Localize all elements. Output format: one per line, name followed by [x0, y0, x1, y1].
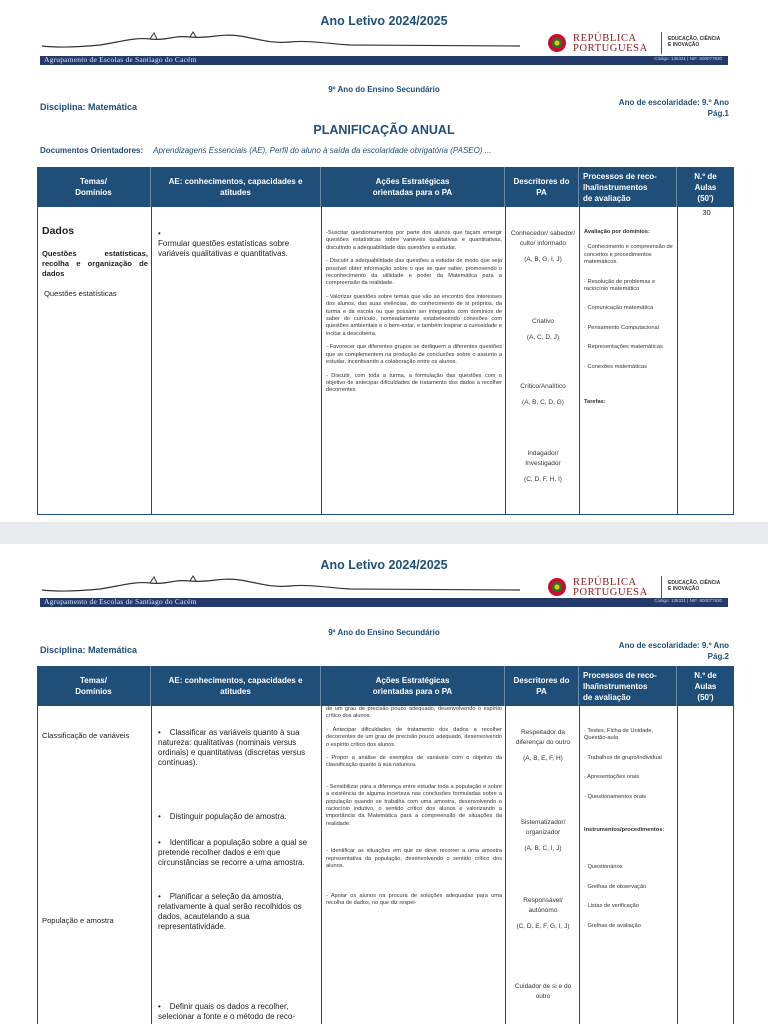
col-aulas: [678, 207, 735, 514]
processo-item: · Comunicação matemática: [584, 305, 654, 312]
educacao-logo: EDUCAÇÃO, CIÊNCIA E INOVAÇÃO: [668, 36, 721, 48]
ae-item: • Distinguir população de amostra.: [158, 812, 287, 821]
col-ae: [152, 207, 322, 514]
acao-item: - Apoiar os alunos na procura de soluções adequadas para uma recolha de dados, no que diz respei-: [326, 892, 502, 906]
col-processos: [580, 706, 678, 1024]
descritor-item: Criativo (A, C, D, J): [526, 318, 560, 341]
instrumentos-title: Instrumentos/procedimentos:: [584, 827, 665, 834]
portugal-emblem-icon: [547, 577, 567, 597]
disciplina: Disciplina: Matemática: [40, 645, 138, 655]
ano-letivo-title: Ano Letivo 2024/2025: [320, 558, 448, 572]
school-band: [40, 56, 728, 65]
descritor-item: Conhecedor/ sabedor/ culto/ informado (A, B, G, I, J): [510, 230, 576, 263]
logo-divider: [661, 32, 662, 54]
ae-item: • Classificar as variáveis quanto à sua natureza: qualitativas (nominais versus ordinais) e quantitativas (discretas versus contínuas).: [158, 728, 306, 767]
tarefas-label: Tarefas:: [584, 399, 606, 406]
avaliacao-title: Avaliação por domínios:: [584, 229, 650, 235]
th-ae: AE: conhecimentos, capacidades e atitudes: [151, 666, 321, 706]
tema-item: População e amostra: [42, 916, 114, 925]
descritor-item: Indagador/ Investigador (C, D, F, H, I): [524, 450, 562, 483]
ano-escolaridade: Ano de escolaridade: 9.º Ano Pág.1: [618, 98, 729, 118]
disciplina: Disciplina: Matemática: [40, 102, 138, 112]
instrumento-item: · Grelhas de observação: [584, 883, 647, 890]
ae-bullet: •: [158, 229, 161, 238]
republica-portuguesa-logo: REPÚBLICA PORTUGUESA: [573, 577, 648, 598]
processo-item: · Trabalhos de grupo/individual: [584, 754, 662, 761]
ae-item: • Identificar a população sobre a qual se pretende recolher dados e em que circunstâncias se recorre a uma amostra.: [158, 838, 308, 867]
descritor-item: Responsável/ autónomo (C, D, E, F, G, I, J): [516, 897, 570, 930]
ano-letivo-title: Ano Letivo 2024/2025: [320, 14, 448, 28]
documentos-orientadores: Documentos Orientadores: Aprendizagens Essenciais (AE), Perfil do aluno à saída da escolaridade obrigatória (PASEO) ...: [40, 146, 492, 155]
col-temas: [38, 706, 152, 1024]
acao-item: -Suscitar questionamentos por parte dos alunos que façam emergir questões estatísticas sobre variáveis qualitativas e quantitativas, discutindo a adequabilidade das questões a estudar.: [326, 230, 502, 251]
descritor-item: Respeitador da diferença/ do outro (A, B, E, F, H): [515, 729, 571, 762]
descritor-item: Cuidador de si e do outro: [514, 983, 572, 1000]
th-aulas: N.º de Aulas (50'): [694, 670, 717, 702]
acao-item: - Discutir, com toda a turma, a formulação das questões com o objetivo de antecipar dificuldades de tratamento dos dados a recolher decorrentes: [326, 372, 502, 394]
acao-item: - Antecipar dificuldades de tratamento dos dados a recolher decorrentes de um grau de precisão pouco adequado, desenvolvendo o espírito crítico dos alunos.: [326, 726, 502, 748]
tema-item: Questões estatísticas: [44, 289, 117, 298]
col-descritores: [506, 706, 580, 1024]
th-temas: Temas/ Domínios: [37, 666, 151, 706]
ae-item: • Definir quais os dados a recolher, selecionar a fonte e o método de reco-: [158, 1002, 295, 1021]
col-aulas: [678, 706, 735, 1024]
col-processos: [580, 207, 678, 514]
th-aulas: N.º de Aulas (50'): [694, 171, 717, 203]
plan-title: PLANIFICAÇÃO ANUAL: [313, 123, 455, 137]
page-number: Pág.1: [707, 109, 729, 118]
table-header: [37, 666, 734, 706]
descritor-item: Sistematizador/ organizador (A, B, C, I, J): [520, 819, 566, 852]
processo-item: · Conhecimento e compreensão de conceitos e procedimentos matemáticos.: [584, 244, 673, 266]
table-body: [37, 706, 734, 1024]
instrumento-item: · Grelhas de avaliação: [584, 922, 641, 929]
th-ae: AE: conhecimentos, capacidades e atitudes: [151, 167, 321, 207]
col-descritores: [506, 207, 580, 514]
processo-item: · Testes, Ficha de Unidade, Questão-aula: [584, 728, 654, 742]
portugal-emblem-icon: [547, 33, 567, 53]
table-body: [37, 207, 734, 515]
acao-item: - Identificar as situações em que se deve recorrer a uma amostra representativa da população, desenvolvendo o sentido crítico dos alunos.: [326, 848, 502, 870]
th-acoes: Ações Estratégicas orientadas para o PA: [321, 167, 505, 207]
col-temas: [38, 207, 152, 514]
tema-title: Dados: [42, 225, 75, 237]
educacao-logo: EDUCAÇÃO, CIÊNCIA E INOVAÇÃO: [668, 580, 721, 592]
col-acoes: [322, 706, 506, 1024]
processo-item: · Conexões matemáticas: [584, 363, 647, 370]
codigo-text: Código: 135331 | NIF: 600077930: [654, 56, 722, 61]
agrupamento-name: Agrupamento de Escolas de Santiago do Cacém: [44, 597, 197, 606]
th-processos: Processos de reco- lha/instrumentos de avaliação: [579, 167, 677, 207]
th-processos: Processos de reco- lha/instrumentos de avaliação: [579, 666, 677, 706]
th-descritores: Descritores do PA: [505, 666, 579, 706]
logo-divider: [661, 576, 662, 598]
acao-item: - Discutir a adequabilidade das questões a estudar de modo que seja possível obter informação sobre o que se quer saber, promovendo o reconhecimento da utilidade e poder da Matemática para a compreensão da realidade.: [326, 258, 502, 287]
ae-item: • Planificar a seleção da amostra, relativamente à qual serão recolhidos os dados, acautelando a sua representatividade.: [158, 892, 302, 931]
tema-item: Classificação de variáveis: [42, 731, 130, 740]
agrupamento-name: Agrupamento de Escolas de Santiago do Cacém: [44, 55, 197, 64]
ae-text: Formular questões estatísticas sobre variáveis qualitativas e quantitativas.: [158, 239, 290, 258]
tema-sub: Questões estatísticas, recolha e organização de dados: [42, 249, 148, 278]
acoes-list: [326, 230, 502, 401]
descritor-item: Crítico/Analítico (A, B, C, D, G): [520, 383, 566, 406]
instrumento-item: · Listas de verificação: [584, 903, 640, 910]
page-2: [0, 544, 768, 1024]
acao-item: - Propor a análise de exemplos de variáveis com o objetivo da classificação quanto à sua natureza.: [326, 755, 502, 769]
school-band: [40, 598, 728, 607]
acao-item: - Valorizar questões sobre temas que vão ao encontro dos interesses dos alunos, das suas vivências, do conhecimento de si próprios, da turma e da escola ou que possam ser integrados com domínios de saber do currículo, nomeadamente estabelecendo conexões com questões ambientais e o bem-estar, e também inspirar a curiosidade e incitar à descoberta.: [326, 293, 502, 337]
th-acoes: Ações Estratégicas orientadas para o PA: [321, 666, 505, 706]
aulas-count: 30: [702, 208, 711, 217]
page-number: Pág.2: [707, 652, 729, 661]
codigo-text: Código: 135331 | NIF: 600077930: [654, 598, 722, 603]
ano-escolaridade: Ano de escolaridade: 9.º Ano Pág.2: [618, 641, 729, 661]
processo-item: · Apresentações orais: [584, 774, 640, 781]
ano-ensino: 9º Ano do Ensino Secundário: [328, 85, 440, 94]
processo-item: · Resolução de problemas e raciocínio matemático: [584, 278, 656, 293]
republica-portuguesa-logo: REPÚBLICA PORTUGUESA: [573, 33, 648, 54]
acoes-list: [326, 706, 502, 913]
col-acoes: [322, 207, 506, 514]
col-ae: [152, 706, 322, 1024]
acao-item: - Favorecer que diferentes grupos se dediquem a diferentes questões que se complementem na produção de conclusões sobre o assunto a estudar, incentivando a colaboração entre os alunos.: [326, 344, 502, 366]
th-temas: Temas/ Domínios: [37, 167, 151, 207]
acao-item: de um grau de precisão pouco adequado, desenvolvendo o espírito crítico dos alunos.: [326, 706, 502, 720]
acao-item: - Sensibilizar para a diferença entre estudar toda a população e sobre a existência de alguma incerteza nas conclusões formuladas sobre a população quando se trabalha com uma amostra, desenvolvendo o raciocínio indutivo, o sentido crítico dos alunos e valorizando a importância da Matemática para a compreensão de situações da realidade.: [326, 783, 502, 827]
processo-item: · Pensamento Computacional: [584, 324, 659, 331]
instrumento-item: · Questionários: [584, 864, 623, 871]
table-header: [37, 167, 734, 207]
th-descritores: Descritores do PA: [505, 167, 579, 207]
processo-item: · Representações matemáticas: [584, 344, 663, 351]
ano-ensino: 9º Ano do Ensino Secundário: [328, 628, 440, 637]
processo-item: · Questionamentos orais: [584, 793, 646, 800]
